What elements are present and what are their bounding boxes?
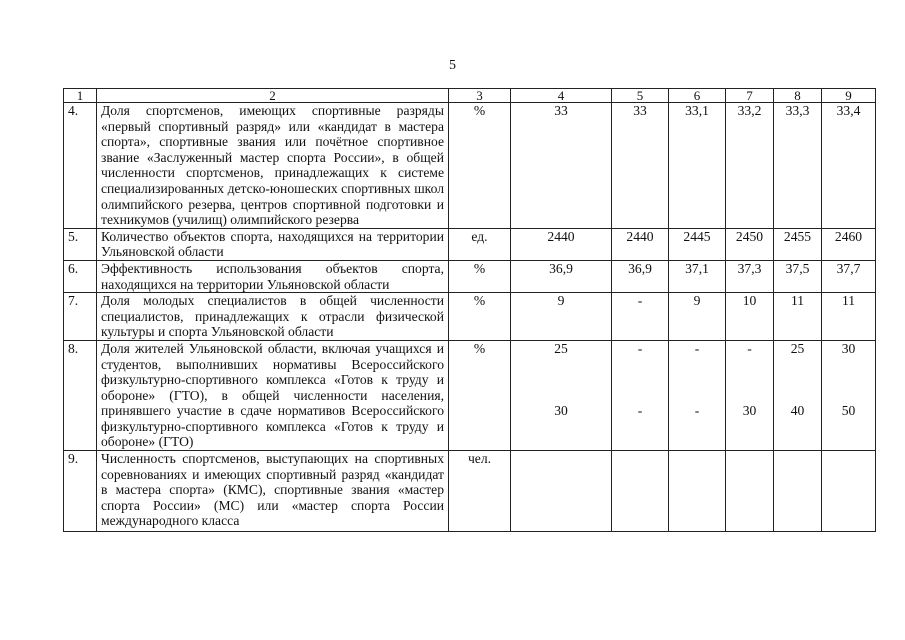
unit-cell: ед. — [449, 228, 511, 260]
row-number: 7. — [64, 293, 97, 341]
row-number: 8. — [64, 340, 97, 450]
value-cell — [511, 340, 612, 450]
row-number: 6. — [64, 260, 97, 292]
unit-cell: % — [449, 340, 511, 450]
value-cell — [726, 340, 774, 450]
table-row — [64, 228, 876, 260]
value-cell: 11 — [822, 293, 876, 341]
value-cell: 33,1 — [669, 103, 726, 229]
value-cell — [669, 340, 726, 450]
value-a: - — [747, 340, 752, 356]
value-cell: 2440 — [511, 228, 612, 260]
indicator-text: Численность спортсменов, выступающих на спортивных соревнованиях и имеющих спортивный разряд «кандидат в мастера спорта» (КМС), спортивные звания «мастер спорта России» (МС) или «мастер спорта России международного класса — [97, 451, 449, 532]
value-b: - — [637, 402, 643, 418]
indicator-text: Эффективность использования объектов спорта, находящихся на территории Ульяновской области — [97, 260, 449, 292]
value-cell: 9 — [669, 293, 726, 341]
table-row — [64, 103, 876, 229]
value-cell: 9 — [511, 293, 612, 341]
indicator-text: Доля спортсменов, имеющих спортивные разряды «первый спортивный разряд» или «кандидат в мастера спорта», спортивные звания или почётное спортивное звание «Заслуженный мастер спорта России», в общей численности спортсменов, принадлежащих к системе специализированных детско-юношеских спортивных школ олимпийского резерва, центров спортивной подготовки и техникумов (училищ) олимпийского резерва — [97, 103, 449, 229]
table-row — [64, 340, 876, 450]
value-b: 30 — [742, 402, 757, 418]
table-row — [64, 451, 876, 532]
unit-cell: % — [449, 293, 511, 341]
value-cell: 11 — [774, 293, 822, 341]
row-number: 9. — [64, 451, 97, 532]
value-b: - — [694, 402, 700, 418]
value-a: - — [637, 340, 643, 356]
unit-cell: чел. — [449, 451, 511, 532]
indicator-text: Доля молодых специалистов в общей численности специалистов, принадлежащих к отрасли физической культуры и спорта Ульяновской области — [97, 293, 449, 341]
header-cell: 5 — [612, 89, 669, 103]
value-a: 30 — [841, 340, 856, 356]
value-cell: - — [612, 293, 669, 341]
value-cell — [612, 451, 669, 532]
value-cell: 37,7 — [822, 260, 876, 292]
value-cell — [822, 340, 876, 450]
value-spacer — [826, 357, 871, 403]
value-cell: 33,3 — [774, 103, 822, 229]
indicator-text: Количество объектов спорта, находящихся на территории Ульяновской области — [97, 228, 449, 260]
row-number: 5. — [64, 228, 97, 260]
header-cell: 9 — [822, 89, 876, 103]
value-cell: 33,2 — [726, 103, 774, 229]
value-cell: 37,1 — [669, 260, 726, 292]
table-row — [64, 260, 876, 292]
unit-cell: % — [449, 103, 511, 229]
value-cell: 36,9 — [612, 260, 669, 292]
row-number: 4. — [64, 103, 97, 229]
value-spacer — [673, 357, 721, 403]
header-cell: 3 — [449, 89, 511, 103]
value-cell — [669, 451, 726, 532]
table-row — [64, 293, 876, 341]
value-cell: 2445 — [669, 228, 726, 260]
value-cell: 37,3 — [726, 260, 774, 292]
page-number: 5 — [449, 58, 456, 73]
header-cell: 1 — [64, 89, 97, 103]
header-cell: 6 — [669, 89, 726, 103]
value-spacer — [515, 357, 607, 403]
header-cell: 8 — [774, 89, 822, 103]
value-b: 40 — [790, 402, 805, 418]
value-cell: 2460 — [822, 228, 876, 260]
value-cell: 33,4 — [822, 103, 876, 229]
indicators-table — [63, 88, 876, 532]
value-a: 25 — [790, 340, 805, 356]
value-cell: 33 — [612, 103, 669, 229]
value-cell — [774, 340, 822, 450]
value-cell: 37,5 — [774, 260, 822, 292]
value-cell: 33 — [511, 103, 612, 229]
value-cell: 2440 — [612, 228, 669, 260]
value-cell — [726, 451, 774, 532]
value-spacer — [730, 357, 769, 403]
value-cell — [511, 451, 612, 532]
header-cell: 2 — [97, 89, 449, 103]
value-cell: 36,9 — [511, 260, 612, 292]
value-cell: 10 — [726, 293, 774, 341]
value-cell: 2450 — [726, 228, 774, 260]
value-cell — [774, 451, 822, 532]
value-spacer — [616, 357, 664, 403]
value-spacer — [778, 357, 817, 403]
value-cell — [612, 340, 669, 450]
value-a: 25 — [554, 340, 568, 356]
header-cell: 7 — [726, 89, 774, 103]
indicator-text: Доля жителей Ульяновской области, включая учащихся и студентов, выполнивших нормативы Всероссийского физкультурно-спортивного комплекса «Готов к труду и обороне» (ГТО), в общей численности населения, принявшего участие в сдаче нормативов Всероссийского физкультурно-спортивного комплекса «Готов к труду и обороне» (ГТО) — [97, 340, 449, 450]
header-row — [64, 89, 876, 103]
value-b: 30 — [554, 402, 568, 418]
value-cell — [822, 451, 876, 532]
unit-cell: % — [449, 260, 511, 292]
header-cell: 4 — [511, 89, 612, 103]
value-b: 50 — [841, 402, 856, 418]
value-cell: 2455 — [774, 228, 822, 260]
value-a: - — [694, 340, 700, 356]
